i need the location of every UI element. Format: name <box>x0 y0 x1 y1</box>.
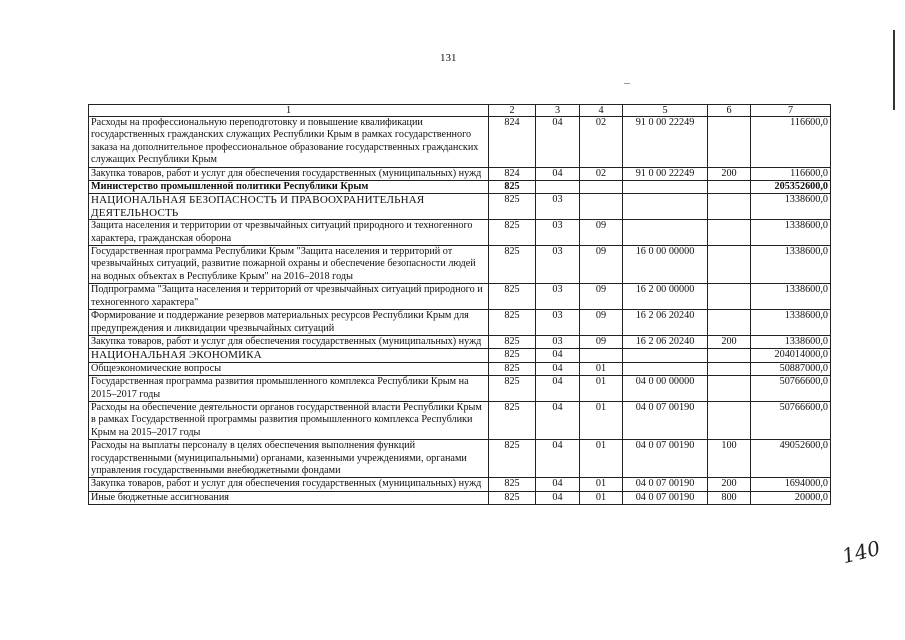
header-row <box>89 105 831 117</box>
row-section: 03 <box>536 284 580 310</box>
row-amount: 20000,0 <box>751 491 831 504</box>
row-target-article <box>623 362 708 375</box>
row-expense-type <box>708 220 751 246</box>
row-expense-type <box>708 194 751 220</box>
row-subsection: 01 <box>580 478 623 491</box>
row-subsection: 02 <box>580 167 623 180</box>
row-name: Расходы на выплаты персоналу в целях обеспечения выполнения функций государственными (муниципальными) органами, казенными учреждениями, органами управления государственными внебюджетными фондами <box>89 440 489 478</box>
row-target-article <box>623 181 708 194</box>
row-admin-code: 825 <box>489 376 536 402</box>
scan-edge-mark <box>893 30 895 110</box>
row-subsection <box>580 194 623 220</box>
row-subsection: 01 <box>580 491 623 504</box>
table-row <box>89 491 831 504</box>
row-expense-type <box>708 376 751 402</box>
table-row <box>89 181 831 194</box>
row-name: Министерство промышленной политики Республики Крым <box>89 181 489 194</box>
header-col-2: 2 <box>489 105 536 117</box>
row-name: Государственная программа Республики Крым "Защита населения и территорий от чрезвычайных ситуаций, развитие пожарной охраны и обеспечение безопасности людей на водных объектах в Республике Крым" на 2016–2018 годы <box>89 246 489 284</box>
row-admin-code: 824 <box>489 167 536 180</box>
row-expense-type: 200 <box>708 478 751 491</box>
row-amount: 116600,0 <box>751 117 831 168</box>
row-admin-code: 825 <box>489 335 536 348</box>
row-name: Закупка товаров, работ и услуг для обеспечения государственных (муниципальных) нужд <box>89 167 489 180</box>
table-row <box>89 440 831 478</box>
row-expense-type <box>708 349 751 362</box>
table-row <box>89 362 831 375</box>
header-col-7: 7 <box>751 105 831 117</box>
row-admin-code: 825 <box>489 401 536 439</box>
row-target-article <box>623 194 708 220</box>
row-section: 04 <box>536 478 580 491</box>
row-section: 03 <box>536 246 580 284</box>
row-name: НАЦИОНАЛЬНАЯ ЭКОНОМИКА <box>89 349 489 362</box>
row-admin-code: 825 <box>489 349 536 362</box>
row-expense-type <box>708 362 751 375</box>
row-amount: 1338600,0 <box>751 194 831 220</box>
row-name: Формирование и поддержание резервов материальных ресурсов Республики Крым для предупреждения и ликвидации чрезвычайных ситуаций <box>89 310 489 336</box>
row-section: 04 <box>536 376 580 402</box>
row-subsection: 01 <box>580 401 623 439</box>
header-col-5: 5 <box>623 105 708 117</box>
row-section: 03 <box>536 335 580 348</box>
scan-dot-mark <box>624 83 630 84</box>
row-subsection: 09 <box>580 310 623 336</box>
row-admin-code: 825 <box>489 478 536 491</box>
row-amount: 50887000,0 <box>751 362 831 375</box>
row-target-article: 04 0 07 00190 <box>623 401 708 439</box>
row-target-article: 91 0 00 22249 <box>623 167 708 180</box>
row-name: Закупка товаров, работ и услуг для обеспечения государственных (муниципальных) нужд <box>89 478 489 491</box>
row-section: 03 <box>536 194 580 220</box>
table-row <box>89 349 831 362</box>
row-amount: 1338600,0 <box>751 246 831 284</box>
row-expense-type: 200 <box>708 167 751 180</box>
table-row <box>89 117 831 168</box>
row-admin-code: 825 <box>489 310 536 336</box>
row-target-article: 04 0 07 00190 <box>623 440 708 478</box>
row-admin-code: 825 <box>489 246 536 284</box>
row-amount: 1338600,0 <box>751 220 831 246</box>
row-section: 04 <box>536 440 580 478</box>
row-target-article <box>623 349 708 362</box>
header-col-6: 6 <box>708 105 751 117</box>
page-number: 131 <box>440 52 457 64</box>
row-subsection <box>580 181 623 194</box>
row-section: 04 <box>536 401 580 439</box>
row-amount: 1338600,0 <box>751 310 831 336</box>
row-target-article: 16 0 00 00000 <box>623 246 708 284</box>
row-admin-code: 825 <box>489 181 536 194</box>
table-row <box>89 478 831 491</box>
row-name: Государственная программа развития промышленного комплекса Республики Крым на 2015–2017 годы <box>89 376 489 402</box>
row-section: 03 <box>536 310 580 336</box>
table-row <box>89 376 831 402</box>
row-target-article: 16 2 00 00000 <box>623 284 708 310</box>
row-section: 04 <box>536 349 580 362</box>
header-col-1: 1 <box>89 105 489 117</box>
handwritten-page-number: 140 <box>839 535 883 569</box>
row-amount: 50766600,0 <box>751 401 831 439</box>
row-target-article: 16 2 06 20240 <box>623 310 708 336</box>
row-amount: 116600,0 <box>751 167 831 180</box>
row-admin-code: 825 <box>489 440 536 478</box>
row-section: 04 <box>536 491 580 504</box>
row-admin-code: 825 <box>489 194 536 220</box>
row-name: Защита населения и территории от чрезвычайных ситуаций природного и техногенного характера, гражданская оборона <box>89 220 489 246</box>
row-expense-type <box>708 310 751 336</box>
row-expense-type <box>708 284 751 310</box>
row-admin-code: 825 <box>489 491 536 504</box>
row-subsection <box>580 349 623 362</box>
table-row <box>89 194 831 220</box>
row-target-article: 91 0 00 22249 <box>623 117 708 168</box>
row-expense-type <box>708 246 751 284</box>
row-subsection: 09 <box>580 284 623 310</box>
row-target-article: 04 0 07 00190 <box>623 491 708 504</box>
row-target-article: 04 0 00 00000 <box>623 376 708 402</box>
table-row <box>89 335 831 348</box>
row-section: 04 <box>536 117 580 168</box>
row-expense-type <box>708 181 751 194</box>
table-row <box>89 220 831 246</box>
row-name: Общеэкономические вопросы <box>89 362 489 375</box>
row-admin-code: 825 <box>489 220 536 246</box>
row-amount: 1338600,0 <box>751 335 831 348</box>
table-row <box>89 401 831 439</box>
row-amount: 1338600,0 <box>751 284 831 310</box>
row-subsection: 02 <box>580 117 623 168</box>
row-section: 04 <box>536 167 580 180</box>
row-subsection: 01 <box>580 362 623 375</box>
row-amount: 1694000,0 <box>751 478 831 491</box>
row-target-article: 16 2 06 20240 <box>623 335 708 348</box>
row-subsection: 09 <box>580 220 623 246</box>
row-expense-type: 200 <box>708 335 751 348</box>
row-name: НАЦИОНАЛЬНАЯ БЕЗОПАСНОСТЬ И ПРАВООХРАНИТЕЛЬНАЯ ДЕЯТЕЛЬНОСТЬ <box>89 194 489 220</box>
row-target-article: 04 0 07 00190 <box>623 478 708 491</box>
row-section: 04 <box>536 362 580 375</box>
row-admin-code: 825 <box>489 362 536 375</box>
row-name: Иные бюджетные ассигнования <box>89 491 489 504</box>
row-name: Подпрограмма "Защита населения и территорий от чрезвычайных ситуаций природного и техногенного характера" <box>89 284 489 310</box>
table-row <box>89 246 831 284</box>
row-subsection: 01 <box>580 440 623 478</box>
budget-table <box>88 104 831 505</box>
row-admin-code: 825 <box>489 284 536 310</box>
table-row <box>89 167 831 180</box>
row-section <box>536 181 580 194</box>
table-row <box>89 284 831 310</box>
row-subsection: 01 <box>580 376 623 402</box>
row-name: Расходы на профессиональную переподготовку и повышение квалификации государственных гражданских служащих Республики Крым в рамках государственного заказа на дополнительное профессиональное образование государственных гражданских служащих Республики Крым <box>89 117 489 168</box>
row-subsection: 09 <box>580 246 623 284</box>
row-amount: 50766600,0 <box>751 376 831 402</box>
row-subsection: 09 <box>580 335 623 348</box>
row-expense-type: 800 <box>708 491 751 504</box>
row-section: 03 <box>536 220 580 246</box>
header-col-4: 4 <box>580 105 623 117</box>
row-expense-type <box>708 117 751 168</box>
row-target-article <box>623 220 708 246</box>
header-col-3: 3 <box>536 105 580 117</box>
row-name: Закупка товаров, работ и услуг для обеспечения государственных (муниципальных) нужд <box>89 335 489 348</box>
row-expense-type: 100 <box>708 440 751 478</box>
row-amount: 204014000,0 <box>751 349 831 362</box>
row-amount: 49052600,0 <box>751 440 831 478</box>
row-amount: 205352600,0 <box>751 181 831 194</box>
row-expense-type <box>708 401 751 439</box>
row-admin-code: 824 <box>489 117 536 168</box>
row-name: Расходы на обеспечение деятельности органов государственной власти Республики Крым в рамках Государственной программы развития промышленного комплекса Республики Крым на 2015–2017 годы <box>89 401 489 439</box>
table-row <box>89 310 831 336</box>
